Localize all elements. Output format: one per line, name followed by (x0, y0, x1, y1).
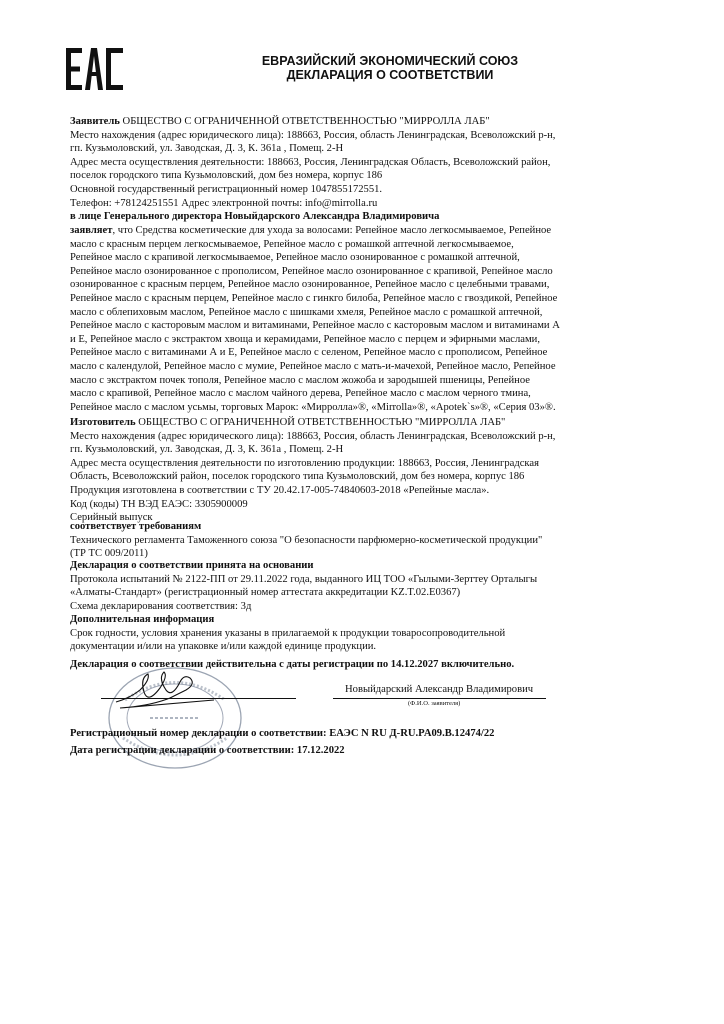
basis-label: Декларация о соответствии принята на основании (70, 560, 314, 571)
declares-line: , что Средства косметические для ухода за волосами: Репейное масло легкосмываемое, Репейное (112, 225, 552, 236)
applicant-section (70, 115, 610, 224)
validity-statement: Декларация о соответствии действительна с даты регистрации по 14.12.2027 включительно. (70, 659, 515, 670)
signatory-name: Новыйдарский Александр Владимирович (345, 684, 534, 695)
declares-section (70, 224, 610, 414)
manufacturer-production-address: Адрес места осуществления деятельности по изготовлению продукции: 188663, Россия, Ленинградская (70, 457, 539, 469)
manufacturer-name: ОБЩЕСТВО С ОГРАНИЧЕННОЙ ОТВЕТСТВЕННОСТЬЮ "МИРРОЛЛА ЛАБ" (135, 417, 506, 428)
signatory-name-line (333, 698, 546, 699)
applicant-representative: в лице Генерального директора Новыйдарского Александра Владимировича (70, 211, 440, 223)
declares-line: и Е, Репейное масло с экстрактом хвоща и керамидами, Репейное масло с перцем и эфирными маслами, (70, 333, 540, 345)
basis-scheme: Схема декларирования соответствия: 3д (70, 600, 252, 612)
declares-line: озонированное с красным перцем, Репейное масло озонированное, Репейное масло с целебными травами, (70, 279, 550, 291)
basis-section (70, 559, 610, 613)
additional-text-cont: документации и/или на упаковке и/или каждой единице продукции. (70, 641, 377, 653)
header-declaration-title: ДЕКЛАРАЦИЯ О СООТВЕТСТВИИ (286, 68, 494, 82)
conforms-label: соответствует требованиям (70, 521, 202, 532)
basis-protocol: Протокола испытаний № 2122-ПП от 29.11.2022 года, выданного ИЦ ТОО «Гылыми-Зерттеу Орталыгы (70, 573, 538, 585)
basis-protocol-cont: «Алматы-Стандарт» (регистрационный номер аттестата аккредитации KZ.T.02.E0367) (70, 587, 461, 599)
declares-line: Репейное масло с крапивой легкосмываемое, Репейное масло озонированное с ромашкой аптечной, (70, 252, 520, 264)
applicant-legal-address-cont: гп. Кузьмоловский, ул. Заводская, Д. 3, К. 361а , Помещ. 2-Н (70, 143, 344, 155)
additional-label: Дополнительная информация (70, 614, 215, 625)
document-header (200, 54, 580, 82)
conforms-regulation: Технического регламента Таможенного союза "О безопасности парфюмерно-косметической продукции" (70, 534, 543, 546)
additional-section (70, 613, 610, 654)
applicant-name: ОБЩЕСТВО С ОГРАНИЧЕННОЙ ОТВЕТСТВЕННОСТЬЮ "МИРРОЛЛА ЛАБ" (119, 116, 490, 127)
declares-line: масло с облепиховым маслом, Репейное масло с шишками хмеля, Репейное масло с ромашкой аптечной, (70, 306, 543, 318)
declares-line: Репейное масло с витаминами А и Е, Репейное масло с селеном, Репейное масло с прополисом, Репейное (70, 347, 548, 359)
manufacturer-spec: Продукция изготовлена в соответствии с ТУ 20.42.17-005-74840603-2018 «Репейные масла». (70, 484, 490, 496)
additional-text: Срок годности, условия хранения указаны в прилагаемой к продукции товаросопроводительной (70, 627, 506, 639)
declares-line: Репейное масло озонированное с прополисом, Репейное масло озонированное с крапивой, Репейное масло (70, 265, 553, 277)
eac-logo (66, 48, 124, 90)
header-union-title: ЕВРАЗИЙСКИЙ ЭКОНОМИЧЕСКИЙ СОЮЗ (261, 54, 519, 68)
manufacturer-label: Изготовитель (70, 417, 136, 428)
signature-line (101, 698, 296, 699)
handwritten-signature (110, 668, 220, 716)
manufacturer-hs-code: Код (коды) ТН ВЭД ЕАЭС: 3305900009 (70, 498, 248, 510)
manufacturer-legal-address: Место нахождения (адрес юридического лица): 188663, Россия, область Ленинградская, Всеволожский р-н, (70, 430, 556, 442)
applicant-ogrn: Основной государственный регистрационный номер 1047855172551. (70, 183, 383, 195)
declares-label: заявляет (70, 225, 113, 236)
declares-line: Репейное масло с касторовым маслом и витаминами, Репейное масло с касторовым маслом и витаминами А (70, 320, 560, 332)
declares-line: Репейное масло с красным перцем, Репейное масло с гинкго билоба, Репейное масло с гвоздикой, Репейное (70, 292, 558, 304)
declares-line: масло с крапивой, Репейное масло с маслом чайного дерева, Репейное масло с маслом черного тмина, (70, 388, 531, 400)
applicant-contacts: Телефон: +78124251551 Адрес электронной почты: info@mirrolla.ru (70, 197, 378, 209)
manufacturer-section (70, 416, 610, 525)
conforms-regulation-code: (ТР ТС 009/2011) (70, 548, 148, 560)
applicant-legal-address: Место нахождения (адрес юридического лица): 188663, Россия, область Ленинградская, Всеволожский р-н, (70, 129, 556, 141)
declares-line: Репейное масло с маслом усьмы, торговых Марок: «Мирролла»®, «Mirrolla»®, «Apotek`s»®, «Серия 03»®. (70, 401, 556, 413)
applicant-label: Заявитель (70, 116, 120, 127)
conformity-section (70, 520, 610, 561)
applicant-activity-address-cont: поселок городского типа Кузьмоловский, дом без номера, корпус 186 (70, 170, 383, 182)
declares-line: масло с красным перцем легкосмываемое, Репейное масло с ромашкой аптечной легкосмываемое, (70, 238, 514, 250)
registration-date: Дата регистрации декларации о соответствии: 17.12.2022 (70, 745, 345, 756)
registration-number: Регистрационный номер декларации о соответствии: ЕАЭС N RU Д-RU.PA09.B.12474/22 (70, 728, 495, 739)
declares-line: масло с календулой, Репейное масло с мумие, Репейное масло с мать-и-мачехой, Репейное масло, Репейное (70, 360, 556, 372)
manufacturer-serial: Серийный выпуск (70, 512, 153, 524)
applicant-activity-address: Адрес места осуществления деятельности: 188663, Россия, Ленинградская Область, Всеволожский район, (70, 156, 551, 168)
declares-line: масло с экстрактом почек тополя, Репейное масло с маслом жожоба и зародышей пшеницы, Репейное (70, 374, 530, 386)
signatory-caption: (Ф.И.О. заявителя) (408, 700, 461, 707)
manufacturer-production-address-cont: Область, Всеволожский район, поселок городского типа Кузьмоловский, дом без номера, корпус 186 (70, 471, 525, 483)
manufacturer-legal-address-cont: гп. Кузьмоловский, ул. Заводская, Д. 3, К. 361а , Помещ. 2-Н (70, 444, 344, 456)
